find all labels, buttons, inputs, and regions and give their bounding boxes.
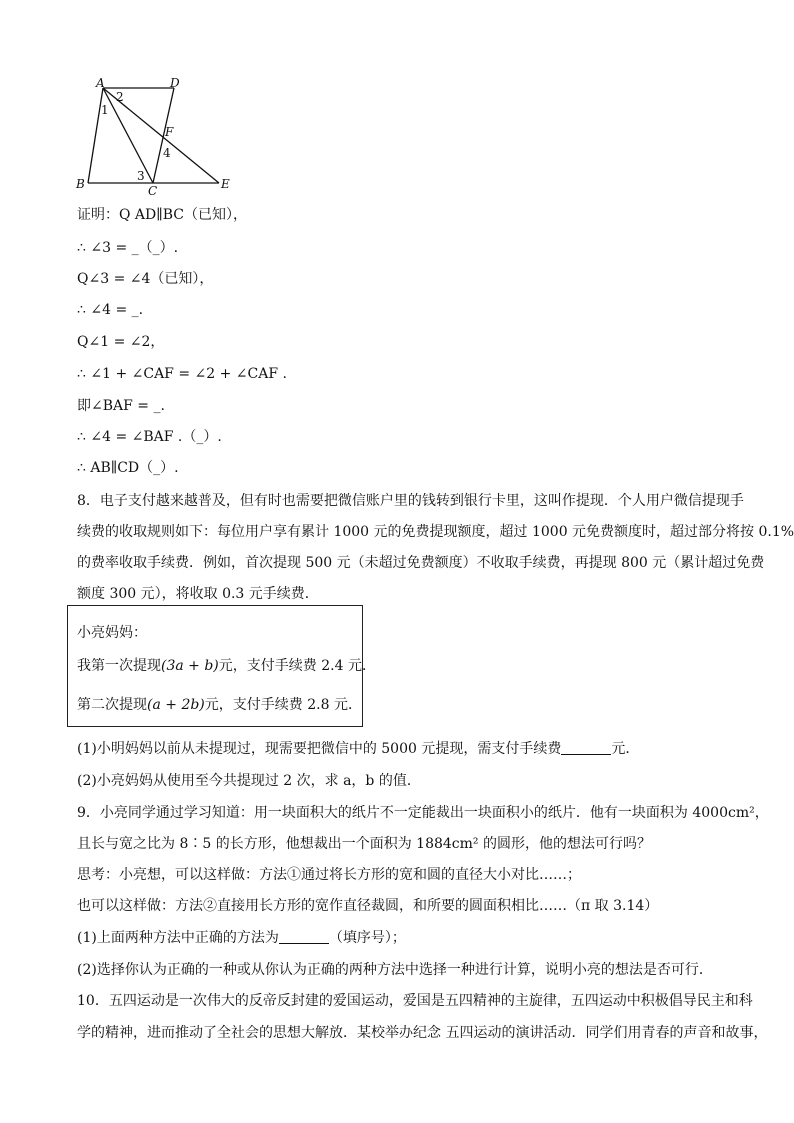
q9-s1-pre: (1)上面两种方法中正确的方法为 [77, 930, 279, 946]
q8-s1-pre: (1)小明妈妈以前从未提现过，现需要把微信中的 5000 元提现，需支付手续费 [77, 741, 562, 757]
label-angle-2: 2 [116, 90, 124, 104]
q8-paragraph-3: 的费率收取手续费．例如，首次提现 500 元（未超过免费额度）不收取手续费，再提现 800 元（累计超过免费 [77, 555, 765, 571]
box-line-2 [77, 695, 362, 715]
q8-s1-answer-blank[interactable] [561, 740, 611, 755]
q9-paragraph-2: 且长与宽之比为 8∶5 的长方形，他想裁出一个面积为 1884cm² 的圆形，他的想法可行吗？ [77, 836, 651, 852]
q9-subquestion-1 [77, 928, 406, 948]
proof-line-8: ∴ ∠4 = ∠BAF .（_）. [77, 429, 222, 445]
label-F: F [165, 125, 174, 139]
label-D: D [170, 76, 180, 90]
box-line-2-post: 元，支付手续费 2.8 元． [204, 697, 362, 713]
proof-line-6: ∴ ∠1 + ∠CAF = ∠2 + ∠CAF . [77, 366, 287, 382]
label-A: A [96, 76, 105, 90]
box-line-1-expr: (3a + b) [161, 658, 219, 674]
q9-paragraph-3: 思考：小亮想，可以这样做：方法①通过将长方形的宽和圆的直径大小对比……； [77, 867, 581, 883]
box-line-2-expr: (a + 2b) [147, 697, 205, 713]
proof-line-4: ∴ ∠4 = _. [77, 302, 144, 318]
q8-s1-post: 元． [611, 741, 640, 757]
geometry-figure [70, 72, 240, 196]
label-angle-4: 4 [163, 146, 171, 160]
q9-s1-post: （填序号）； [328, 930, 406, 946]
proof-line-2: ∴ ∠3 = _（_）. [77, 240, 179, 256]
label-angle-1: 1 [101, 103, 109, 117]
label-angle-3: 3 [137, 169, 145, 183]
box-line-1-pre: 我第一次提现 [77, 658, 161, 674]
proof-line-1: 证明：Q AD∥BC（已知）， [77, 207, 247, 223]
q9-paragraph-1: 9．小亮同学通过学习知道：用一块面积大的纸片不一定能裁出一块面积小的纸片．他有一块面积为 4000cm²， [77, 805, 769, 821]
q9-subquestion-2: (2)选择你认为正确的一种或从你认为正确的两种方法中选择一种进行计算，说明小亮的想法是否可行． [77, 962, 713, 978]
label-B: B [76, 177, 85, 191]
q10-paragraph-2: 学的精神，进而推动了全社会的思想大解放．某校举办纪念 五四运动的演讲活动．同学们用青春的声音和故事， [77, 1025, 768, 1041]
q9-s1-answer-blank[interactable] [279, 929, 329, 944]
segment-AC [103, 88, 153, 183]
q8-subquestion-1 [77, 739, 639, 759]
q8-subquestion-2: (2)小亮妈妈从使用至今共提现过 2 次，求 a，b 的值． [77, 773, 421, 789]
proof-line-5: Q∠1 = ∠2， [77, 334, 165, 350]
q9-paragraph-4: 也可以这样做：方法②直接用长方形的宽作直径裁圆，和所要的圆面积相比……（π 取 3.14） [77, 898, 659, 914]
proof-line-9: ∴ AB∥CD（_）. [77, 460, 179, 476]
q8-paragraph-4: 额度 300 元），将收取 0.3 元手续费． [77, 586, 319, 602]
box-title: 小亮妈妈： [77, 625, 147, 641]
proof-line-3: Q∠3 = ∠4（已知）， [77, 271, 214, 287]
q8-paragraph-1: 8．电子支付越来越普及，但有时也需要把微信账户里的钱转到银行卡里，这叫作提现．个人用户微信提现手 [77, 493, 744, 509]
proof-line-7: 即∠BAF = _. [77, 398, 165, 414]
q8-quote-box [67, 605, 376, 727]
label-E: E [221, 177, 230, 191]
box-line-2-pre: 第二次提现 [77, 697, 147, 713]
label-C: C [148, 184, 158, 196]
q8-paragraph-2: 续费的收取规则如下：每位用户享有累计 1000 元的免费提现额度，超过 1000 元免费额度时，超过部分将按 0.1% [77, 524, 794, 540]
box-line-1-post: 元，支付手续费 2.4 元． [218, 658, 376, 674]
box-line-1 [77, 656, 376, 676]
q10-paragraph-1: 10．五四运动是一次伟大的反帝反封建的爱国运动，爱国是五四精神的主旋律，五四运动中积极倡导民主和科 [77, 993, 753, 1009]
